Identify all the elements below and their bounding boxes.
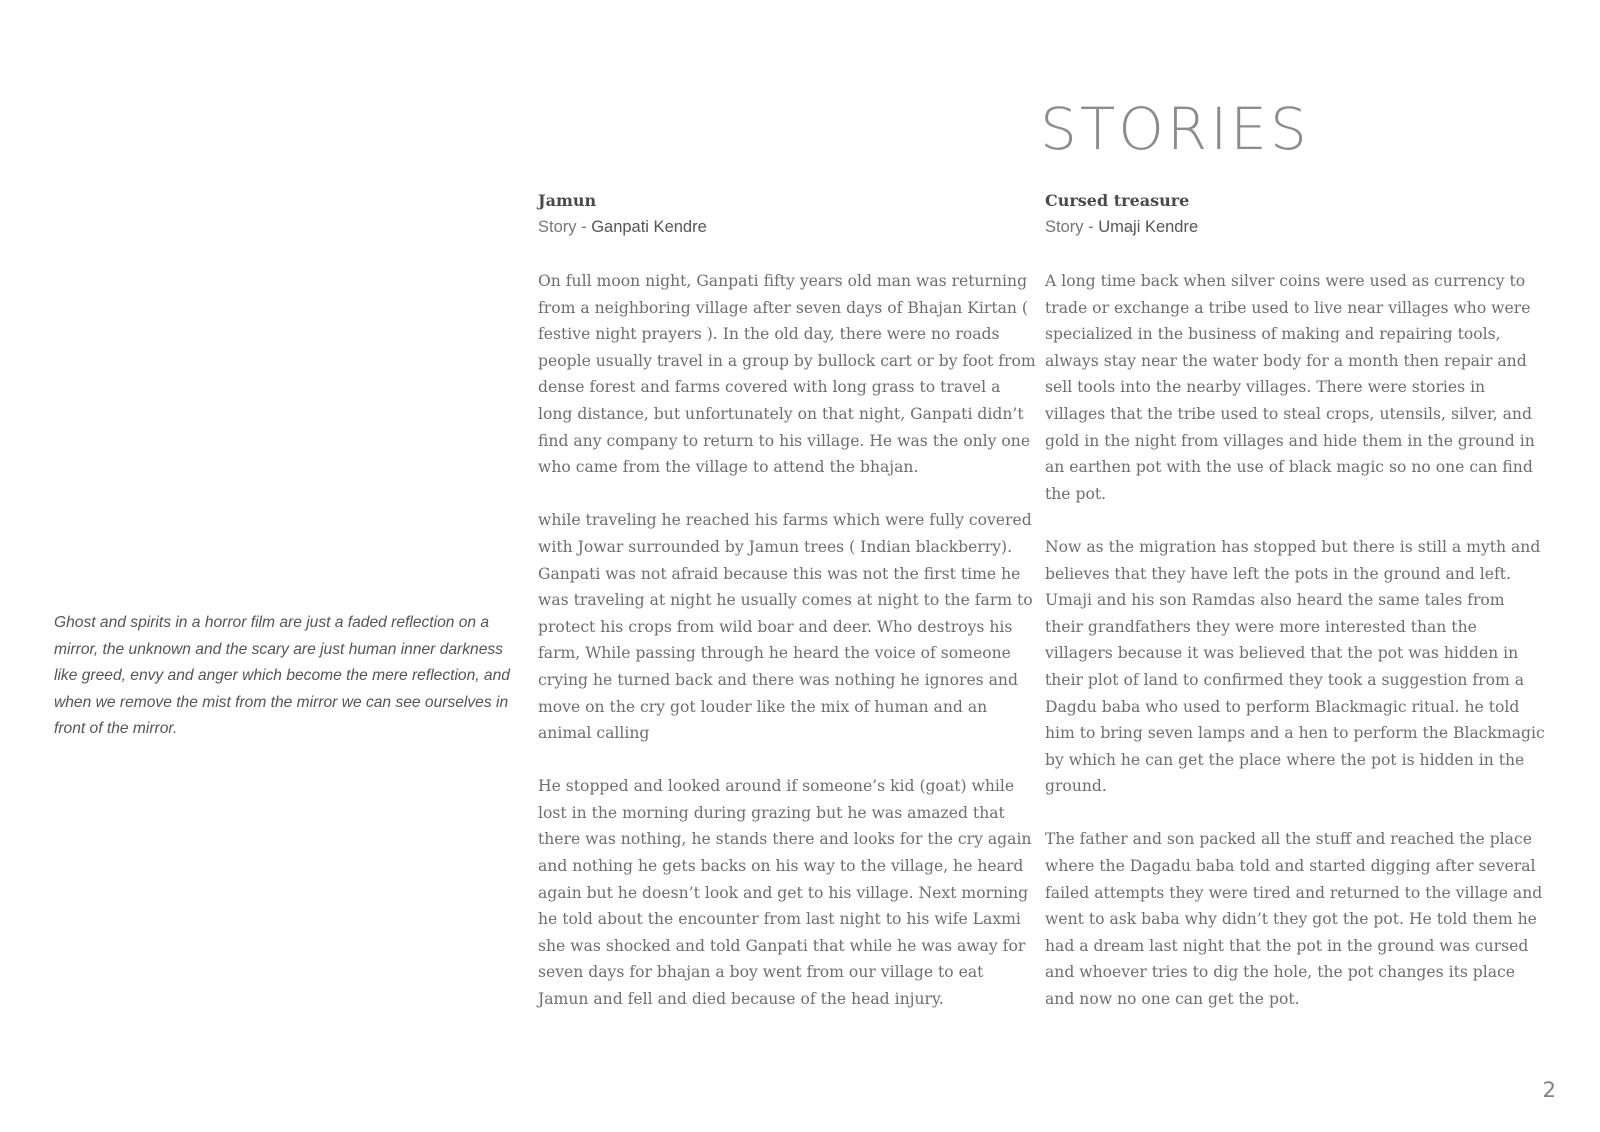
story-body — [538, 268, 1038, 1013]
story-credit — [1045, 214, 1545, 241]
page-number: 2 — [1542, 1078, 1556, 1102]
story-title: Jamun — [538, 191, 597, 210]
story-title: Cursed treasure — [1045, 191, 1190, 210]
story-paragraph: The father and son packed all the stuff and reached the place where the Dagadu baba told and started digging after several failed attempts they were tired and returned to the village and went to ask baba why didn’t they got the pot. He told them he had a dream last night that the pot in the ground was cursed and whoever tries to dig the hole, the pot changes its place and now no one can get the pot. — [1045, 830, 1543, 1009]
pull-quote: Ghost and spirits in a horror film are just a faded reflection on a mirror, the unknown and the scary are just human inner darkness like greed, envy and anger which become the mere reflection, and when we remove the mist from the mirror we can see ourselves in front of the mirror. — [54, 614, 510, 738]
story-jamun — [538, 187, 1038, 1039]
story-author: Ganpati Kendre — [591, 218, 707, 236]
story-body — [1045, 268, 1545, 1013]
story-paragraph: He stopped and looked around if someone’s kid (goat) while lost in the morning during grazing but he was amazed that there was nothing, he stands there and looks for the cry again and nothing he gets backs on his way to the village, he heard again but he doesn’t look and get to his village. Next morning he told about the encounter from last night to his wife Laxmi she was shocked and told Ganpati that while he was away for seven days for bhajan a boy went from our village to eat Jamun and fell and died because of the head injury. — [538, 777, 1032, 1009]
story-author: Umaji Kendre — [1098, 218, 1199, 236]
story-credit — [538, 214, 1038, 241]
story-cursed-treasure — [1045, 187, 1545, 1039]
story-paragraph: On full moon night, Ganpati fifty years old man was returning from a neighboring village after seven days of Bhajan Kirtan ( festive night prayers ). In the old day, there were no roads people usually travel in a group by bullock cart or by foot from dense forest and farms covered with long grass to travel a long distance, but unfortunately on that night, Ganpati didn’t find any company to return to his village. He was the only one who came from the village to attend the bhajan. — [538, 272, 1036, 477]
page-title: STORIES — [1040, 95, 1310, 163]
story-paragraph: A long time back when silver coins were used as currency to trade or exchange a tribe used to live near villages who were specialized in the business of making and repairing tools, always stay near the water body for a month then repair and sell tools into the nearby villages. There were stories in villages that the tribe used to steal crops, utensils, silver, and gold in the night from villages and hide them in the ground in an earthen pot with the use of black magic so no one can find the pot. — [1045, 272, 1535, 503]
story-paragraph: while traveling he reached his farms which were fully covered with Jowar surrounded by Jamun trees ( Indian blackberry). Ganpati was not afraid because this was not the first time he was traveling at night he usually comes at night to the farm to protect his crops from wild boar and deer. Who destroys his farm, While passing through he heard the voice of someone crying he turned back and there was nothing he ignores and move on the cry got louder like the mix of human and an animal calling — [538, 511, 1033, 743]
credit-label: Story - — [538, 218, 592, 236]
credit-label: Story - — [1045, 218, 1099, 236]
story-paragraph: Now as the migration has stopped but there is still a myth and believes that they have left the pots in the ground and left. Umaji and his son Ramdas also heard the same tales from their grandfathers they were more interested than the villagers because it was believed that the pot was hidden in their plot of land to confirmed they took a suggestion from a Dagdu baba who used to perform Blackmagic ritual. he told him to bring seven lamps and a hen to perform the Blackmagic by which he can get the place where the pot is hidden in the ground. — [1045, 537, 1545, 796]
